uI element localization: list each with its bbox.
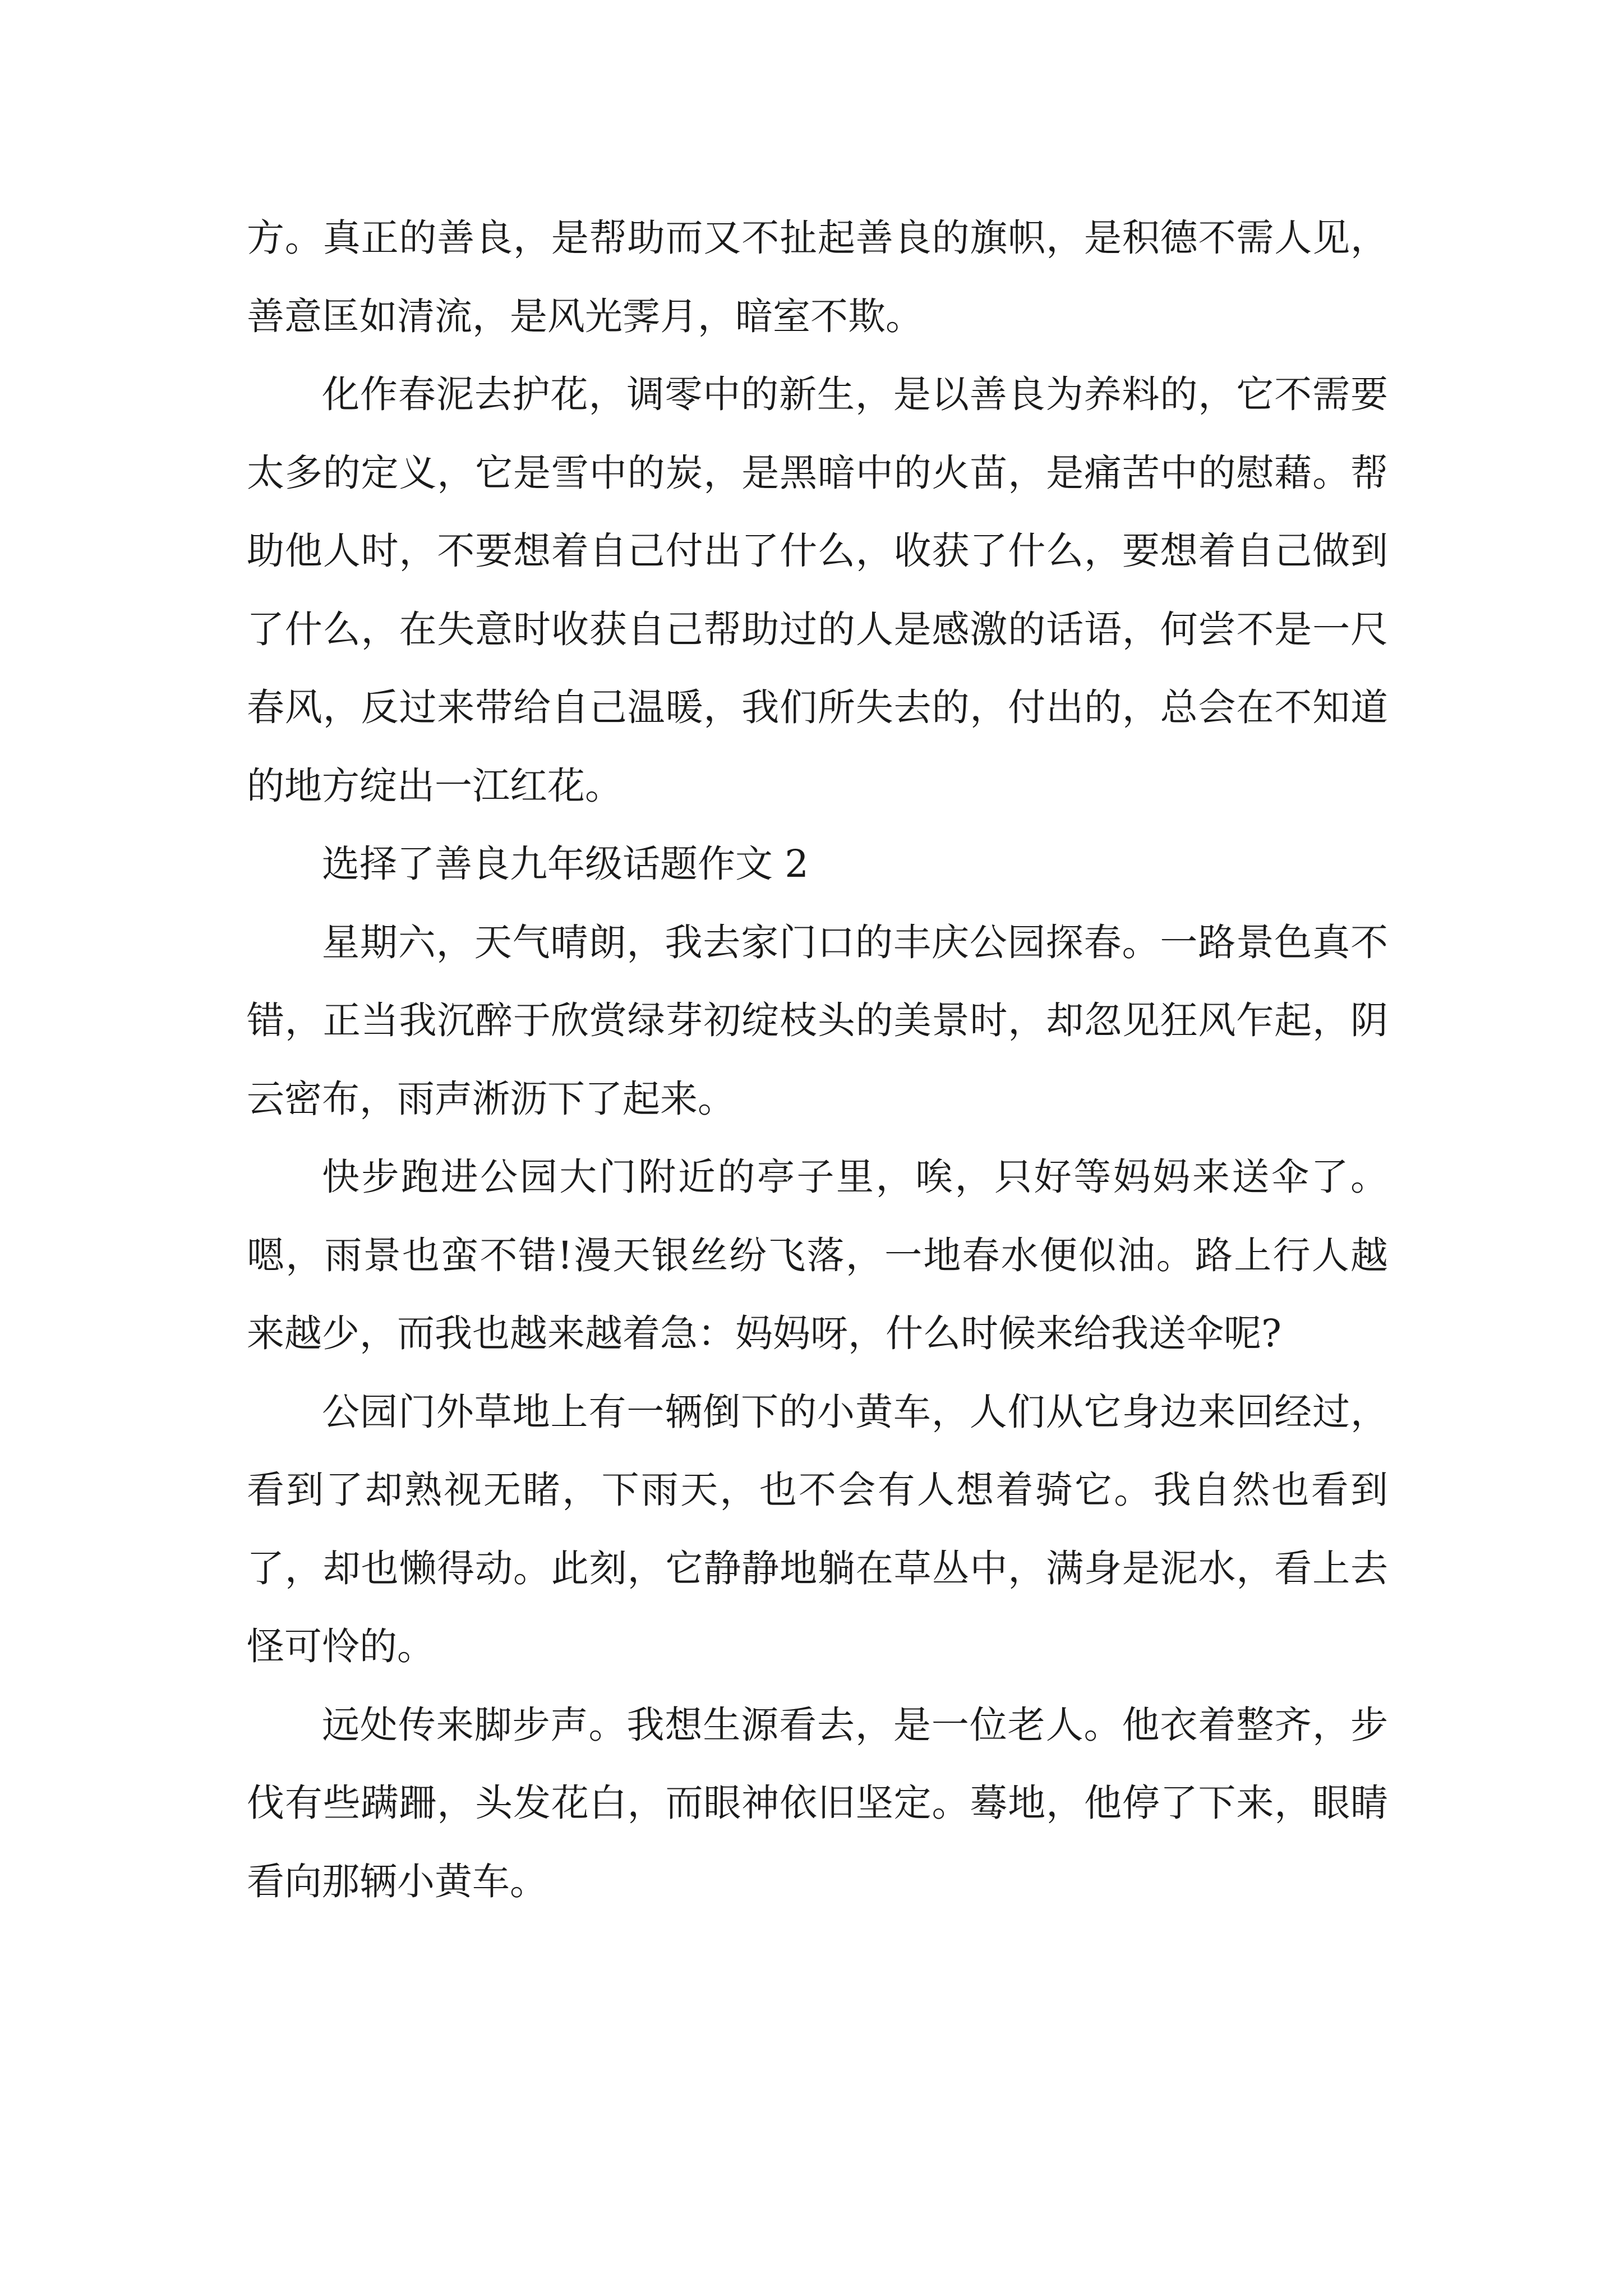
paragraph: 快步跑进公园大门附近的亭子里，唉，只好等妈妈来送伞了。嗯，雨景也蛮不错!漫天银丝纷飞落，一地春水便似油。路上行人越来越少，而我也越来越着急：妈妈呀，什么时候来给我送伞呢? xyxy=(247,1155,1388,1355)
paragraph: 远处传来脚步声。我想生源看去，是一位老人。他衣着整齐，步伐有些蹒跚，头发花白，而眼神依旧坚定。蓦地，他停了下来，眼睛看向那辆小黄车。 xyxy=(247,1703,1388,1903)
essay-heading: 选择了善良九年级话题作文 2 xyxy=(322,842,809,886)
paragraph: 星期六，天气晴朗，我去家门口的丰庆公园探春。一路景色真不错，正当我沉醉于欣赏绿芽初绽枝头的美景时，却忽见狂风乍起，阴云密布，雨声淅沥下了起来。 xyxy=(247,920,1388,1121)
paragraph: 化作春泥去护花，调零中的新生，是以善良为养料的，它不需要太多的定义，它是雪中的炭，是黑暗中的火苗，是痛苦中的慰藉。帮助他人时，不要想着自己付出了什么，收获了什么，要想着自己做到了什么，在失意时收获自己帮助过的人是感激的话语，何尝不是一尺春风，反过来带给自己温暖，我们所失去的，付出的，总会在不知道的地方绽出一江红花。 xyxy=(247,372,1388,808)
document-page xyxy=(247,199,1388,1921)
paragraph-continued: 方。真正的善良，是帮助而又不扯起善良的旗帜，是积德不需人见，善意匡如清流，是风光霁月，暗室不欺。 xyxy=(247,216,1388,338)
paragraph: 公园门外草地上有一辆倒下的小黄车，人们从它身边来回经过，看到了却熟视无睹，下雨天，也不会有人想着骑它。我自然也看到了，却也懒得动。此刻，它静静地躺在草丛中，满身是泥水，看上去怪可怜的。 xyxy=(247,1389,1388,1668)
